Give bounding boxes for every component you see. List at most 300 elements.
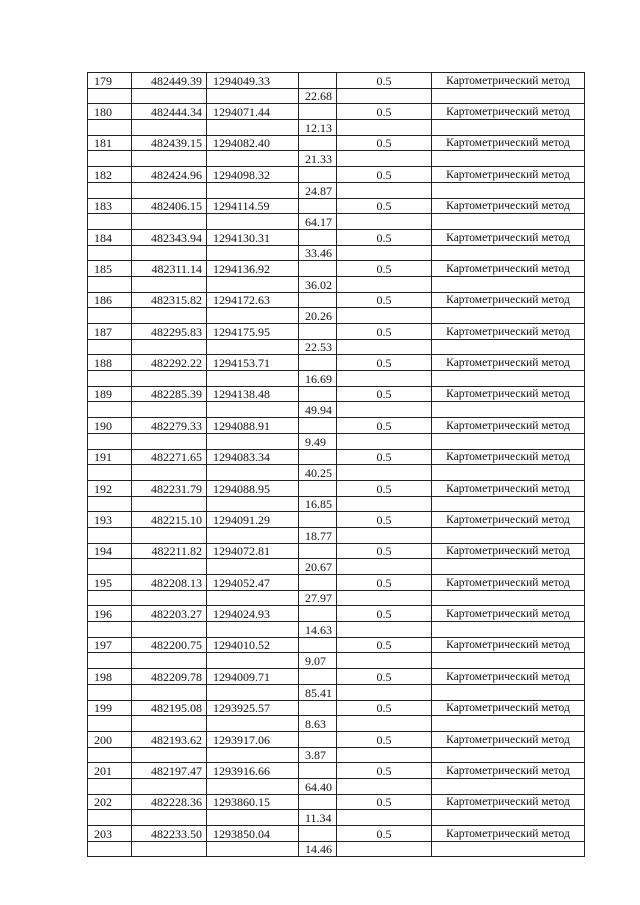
empty-cell	[88, 371, 132, 387]
method-value: Картометрический метод	[432, 135, 585, 151]
point-row	[88, 731, 585, 747]
point-row	[88, 480, 585, 496]
empty-cell	[132, 559, 207, 575]
coordinate-x: 482406.15	[132, 198, 207, 214]
empty-cell	[432, 182, 585, 198]
accuracy-value: 0.5	[337, 135, 432, 151]
empty-cell	[337, 182, 432, 198]
empty-cell	[132, 339, 207, 355]
segment-distance: 3.87	[299, 747, 337, 763]
empty-cell	[207, 684, 299, 700]
distance-row	[88, 778, 585, 794]
point-row	[88, 794, 585, 810]
empty-cell	[132, 496, 207, 512]
empty-cell	[88, 245, 132, 261]
coordinate-y: 1294072.81	[207, 543, 299, 559]
point-row	[88, 167, 585, 183]
coordinate-x: 482203.27	[132, 606, 207, 622]
distance-row	[88, 433, 585, 449]
segment-distance: 9.07	[299, 653, 337, 669]
empty-cell	[207, 339, 299, 355]
distance-cell-empty	[299, 669, 337, 685]
empty-cell	[207, 559, 299, 575]
empty-cell	[432, 402, 585, 418]
point-number: 180	[88, 104, 132, 120]
empty-cell	[132, 371, 207, 387]
method-value: Картометрический метод	[432, 512, 585, 528]
empty-cell	[132, 810, 207, 826]
point-number: 202	[88, 794, 132, 810]
empty-cell	[88, 308, 132, 324]
point-row	[88, 229, 585, 245]
distance-cell-empty	[299, 324, 337, 340]
point-number: 190	[88, 418, 132, 434]
empty-cell	[432, 88, 585, 104]
empty-cell	[432, 276, 585, 292]
segment-distance: 8.63	[299, 716, 337, 732]
empty-cell	[432, 810, 585, 826]
coordinate-x: 482197.47	[132, 763, 207, 779]
empty-cell	[207, 214, 299, 230]
empty-cell	[88, 182, 132, 198]
coordinate-y: 1294010.52	[207, 637, 299, 653]
distance-row	[88, 622, 585, 638]
point-number: 186	[88, 292, 132, 308]
accuracy-value: 0.5	[337, 512, 432, 528]
distance-cell-empty	[299, 418, 337, 434]
method-value: Картометрический метод	[432, 575, 585, 591]
coordinate-y: 1294049.33	[207, 73, 299, 89]
point-row	[88, 449, 585, 465]
coordinate-x: 482228.36	[132, 794, 207, 810]
empty-cell	[337, 496, 432, 512]
empty-cell	[337, 841, 432, 857]
accuracy-value: 0.5	[337, 198, 432, 214]
accuracy-value: 0.5	[337, 763, 432, 779]
empty-cell	[88, 590, 132, 606]
accuracy-value: 0.5	[337, 418, 432, 434]
method-value: Картометрический метод	[432, 261, 585, 277]
empty-cell	[337, 245, 432, 261]
coordinate-y: 1294091.29	[207, 512, 299, 528]
coordinate-y: 1294009.71	[207, 669, 299, 685]
distance-cell-empty	[299, 606, 337, 622]
empty-cell	[88, 622, 132, 638]
coordinate-x: 482233.50	[132, 826, 207, 842]
distance-cell-empty	[299, 575, 337, 591]
segment-distance: 85.41	[299, 684, 337, 700]
coordinate-y: 1294024.93	[207, 606, 299, 622]
point-row	[88, 826, 585, 842]
method-value: Картометрический метод	[432, 700, 585, 716]
empty-cell	[337, 214, 432, 230]
point-number: 196	[88, 606, 132, 622]
point-row	[88, 292, 585, 308]
point-number: 192	[88, 480, 132, 496]
empty-cell	[132, 402, 207, 418]
distance-cell-empty	[299, 763, 337, 779]
method-value: Картометрический метод	[432, 418, 585, 434]
segment-distance: 11.34	[299, 810, 337, 826]
empty-cell	[88, 88, 132, 104]
point-number: 183	[88, 198, 132, 214]
distance-row	[88, 496, 585, 512]
empty-cell	[207, 151, 299, 167]
segment-distance: 18.77	[299, 527, 337, 543]
point-row	[88, 637, 585, 653]
coordinate-x: 482444.34	[132, 104, 207, 120]
empty-cell	[132, 841, 207, 857]
distance-row	[88, 810, 585, 826]
point-row	[88, 73, 585, 89]
segment-distance: 64.17	[299, 214, 337, 230]
coordinate-y: 1293850.04	[207, 826, 299, 842]
method-value: Картометрический метод	[432, 73, 585, 89]
distance-cell-empty	[299, 261, 337, 277]
coordinate-y: 1294052.47	[207, 575, 299, 591]
empty-cell	[432, 778, 585, 794]
distance-cell-empty	[299, 480, 337, 496]
accuracy-value: 0.5	[337, 292, 432, 308]
distance-cell-empty	[299, 512, 337, 528]
method-value: Картометрический метод	[432, 543, 585, 559]
empty-cell	[337, 778, 432, 794]
accuracy-value: 0.5	[337, 700, 432, 716]
segment-distance: 27.97	[299, 590, 337, 606]
empty-cell	[88, 527, 132, 543]
coordinate-y: 1294082.40	[207, 135, 299, 151]
point-number: 201	[88, 763, 132, 779]
segment-distance: 14.63	[299, 622, 337, 638]
empty-cell	[88, 716, 132, 732]
method-value: Картометрический метод	[432, 167, 585, 183]
empty-cell	[432, 653, 585, 669]
distance-row	[88, 120, 585, 136]
coordinate-y: 1293860.15	[207, 794, 299, 810]
point-number: 191	[88, 449, 132, 465]
distance-row	[88, 841, 585, 857]
empty-cell	[88, 653, 132, 669]
segment-distance: 16.69	[299, 371, 337, 387]
method-value: Картометрический метод	[432, 763, 585, 779]
segment-distance: 64.40	[299, 778, 337, 794]
distance-row	[88, 214, 585, 230]
point-row	[88, 261, 585, 277]
coordinate-y: 1294088.95	[207, 480, 299, 496]
method-value: Картометрический метод	[432, 449, 585, 465]
point-number: 179	[88, 73, 132, 89]
point-row	[88, 418, 585, 434]
segment-distance: 49.94	[299, 402, 337, 418]
empty-cell	[337, 402, 432, 418]
accuracy-value: 0.5	[337, 543, 432, 559]
empty-cell	[432, 245, 585, 261]
empty-cell	[207, 308, 299, 324]
empty-cell	[432, 747, 585, 763]
coordinate-x: 482424.96	[132, 167, 207, 183]
empty-cell	[207, 527, 299, 543]
empty-cell	[207, 120, 299, 136]
distance-cell-empty	[299, 104, 337, 120]
distance-row	[88, 559, 585, 575]
accuracy-value: 0.5	[337, 229, 432, 245]
distance-cell-empty	[299, 229, 337, 245]
empty-cell	[207, 402, 299, 418]
accuracy-value: 0.5	[337, 386, 432, 402]
point-number: 195	[88, 575, 132, 591]
coordinate-x: 482195.08	[132, 700, 207, 716]
empty-cell	[432, 371, 585, 387]
accuracy-value: 0.5	[337, 606, 432, 622]
point-row	[88, 700, 585, 716]
coordinate-x: 482285.39	[132, 386, 207, 402]
empty-cell	[132, 465, 207, 481]
empty-cell	[207, 276, 299, 292]
point-row	[88, 512, 585, 528]
segment-distance: 9.49	[299, 433, 337, 449]
empty-cell	[432, 590, 585, 606]
empty-cell	[432, 559, 585, 575]
point-number: 199	[88, 700, 132, 716]
method-value: Картометрический метод	[432, 606, 585, 622]
segment-distance: 20.26	[299, 308, 337, 324]
empty-cell	[132, 88, 207, 104]
distance-cell-empty	[299, 355, 337, 371]
empty-cell	[337, 653, 432, 669]
empty-cell	[432, 214, 585, 230]
empty-cell	[132, 590, 207, 606]
distance-row	[88, 747, 585, 763]
empty-cell	[337, 339, 432, 355]
point-row	[88, 355, 585, 371]
distance-cell-empty	[299, 637, 337, 653]
empty-cell	[132, 622, 207, 638]
empty-cell	[88, 778, 132, 794]
coordinate-x: 482315.82	[132, 292, 207, 308]
point-number: 189	[88, 386, 132, 402]
empty-cell	[207, 88, 299, 104]
segment-distance: 21.33	[299, 151, 337, 167]
empty-cell	[88, 684, 132, 700]
coordinate-y: 1294098.32	[207, 167, 299, 183]
coordinate-x: 482292.22	[132, 355, 207, 371]
point-row	[88, 104, 585, 120]
method-value: Картометрический метод	[432, 229, 585, 245]
segment-distance: 22.68	[299, 88, 337, 104]
accuracy-value: 0.5	[337, 167, 432, 183]
coordinate-y: 1294071.44	[207, 104, 299, 120]
distance-cell-empty	[299, 386, 337, 402]
coordinate-x: 482271.65	[132, 449, 207, 465]
distance-cell-empty	[299, 794, 337, 810]
empty-cell	[88, 559, 132, 575]
empty-cell	[132, 308, 207, 324]
coordinate-y: 1294153.71	[207, 355, 299, 371]
empty-cell	[432, 120, 585, 136]
method-value: Картометрический метод	[432, 669, 585, 685]
coordinates-table	[87, 72, 585, 857]
point-number: 200	[88, 731, 132, 747]
segment-distance: 36.02	[299, 276, 337, 292]
point-number: 198	[88, 669, 132, 685]
distance-cell-empty	[299, 73, 337, 89]
distance-row	[88, 339, 585, 355]
coordinate-x: 482211.82	[132, 543, 207, 559]
empty-cell	[88, 339, 132, 355]
empty-cell	[207, 716, 299, 732]
empty-cell	[132, 778, 207, 794]
method-value: Картометрический метод	[432, 198, 585, 214]
empty-cell	[132, 653, 207, 669]
segment-distance: 22.53	[299, 339, 337, 355]
empty-cell	[337, 684, 432, 700]
coordinate-y: 1294138.48	[207, 386, 299, 402]
coordinate-y: 1293916.66	[207, 763, 299, 779]
coordinate-y: 1294114.59	[207, 198, 299, 214]
empty-cell	[432, 151, 585, 167]
segment-distance: 12.13	[299, 120, 337, 136]
distance-cell-empty	[299, 167, 337, 183]
empty-cell	[132, 151, 207, 167]
empty-cell	[432, 465, 585, 481]
distance-row	[88, 402, 585, 418]
empty-cell	[88, 276, 132, 292]
method-value: Картометрический метод	[432, 480, 585, 496]
empty-cell	[432, 684, 585, 700]
segment-distance: 40.25	[299, 465, 337, 481]
empty-cell	[432, 308, 585, 324]
point-row	[88, 386, 585, 402]
empty-cell	[132, 747, 207, 763]
point-number: 182	[88, 167, 132, 183]
empty-cell	[337, 371, 432, 387]
empty-cell	[432, 496, 585, 512]
point-row	[88, 135, 585, 151]
method-value: Картометрический метод	[432, 355, 585, 371]
distance-row	[88, 653, 585, 669]
empty-cell	[432, 527, 585, 543]
empty-cell	[132, 214, 207, 230]
accuracy-value: 0.5	[337, 637, 432, 653]
empty-cell	[88, 841, 132, 857]
empty-cell	[207, 182, 299, 198]
distance-row	[88, 716, 585, 732]
point-row	[88, 606, 585, 622]
point-row	[88, 575, 585, 591]
empty-cell	[132, 433, 207, 449]
empty-cell	[132, 527, 207, 543]
coordinate-y: 1294130.31	[207, 229, 299, 245]
method-value: Картометрический метод	[432, 386, 585, 402]
accuracy-value: 0.5	[337, 324, 432, 340]
empty-cell	[337, 308, 432, 324]
empty-cell	[337, 622, 432, 638]
empty-cell	[337, 120, 432, 136]
distance-row	[88, 182, 585, 198]
empty-cell	[207, 778, 299, 794]
distance-row	[88, 371, 585, 387]
method-value: Картометрический метод	[432, 292, 585, 308]
empty-cell	[337, 276, 432, 292]
empty-cell	[132, 684, 207, 700]
distance-cell-empty	[299, 543, 337, 559]
empty-cell	[132, 120, 207, 136]
accuracy-value: 0.5	[337, 575, 432, 591]
coordinate-x: 482208.13	[132, 575, 207, 591]
empty-cell	[337, 433, 432, 449]
empty-cell	[207, 245, 299, 261]
distance-row	[88, 245, 585, 261]
empty-cell	[337, 716, 432, 732]
point-number: 187	[88, 324, 132, 340]
empty-cell	[337, 590, 432, 606]
empty-cell	[207, 465, 299, 481]
empty-cell	[207, 496, 299, 512]
accuracy-value: 0.5	[337, 669, 432, 685]
empty-cell	[337, 747, 432, 763]
empty-cell	[207, 810, 299, 826]
method-value: Картометрический метод	[432, 731, 585, 747]
distance-cell-empty	[299, 826, 337, 842]
empty-cell	[337, 527, 432, 543]
segment-distance: 33.46	[299, 245, 337, 261]
coordinate-y: 1294136.92	[207, 261, 299, 277]
point-number: 185	[88, 261, 132, 277]
distance-row	[88, 151, 585, 167]
point-row	[88, 198, 585, 214]
accuracy-value: 0.5	[337, 73, 432, 89]
method-value: Картометрический метод	[432, 794, 585, 810]
accuracy-value: 0.5	[337, 104, 432, 120]
distance-cell-empty	[299, 292, 337, 308]
empty-cell	[88, 433, 132, 449]
empty-cell	[207, 653, 299, 669]
coordinate-x: 482295.83	[132, 324, 207, 340]
segment-distance: 16.85	[299, 496, 337, 512]
coordinate-y: 1294175.95	[207, 324, 299, 340]
empty-cell	[88, 496, 132, 512]
distance-cell-empty	[299, 700, 337, 716]
distance-cell-empty	[299, 198, 337, 214]
coordinate-x: 482343.94	[132, 229, 207, 245]
empty-cell	[432, 433, 585, 449]
distance-row	[88, 527, 585, 543]
coordinate-x: 482209.78	[132, 669, 207, 685]
coordinate-x: 482193.62	[132, 731, 207, 747]
point-number: 194	[88, 543, 132, 559]
accuracy-value: 0.5	[337, 794, 432, 810]
point-number: 197	[88, 637, 132, 653]
empty-cell	[432, 622, 585, 638]
coordinate-y: 1293917.06	[207, 731, 299, 747]
point-number: 193	[88, 512, 132, 528]
empty-cell	[207, 433, 299, 449]
accuracy-value: 0.5	[337, 261, 432, 277]
accuracy-value: 0.5	[337, 355, 432, 371]
segment-distance: 14.46	[299, 841, 337, 857]
empty-cell	[88, 214, 132, 230]
empty-cell	[88, 151, 132, 167]
distance-cell-empty	[299, 135, 337, 151]
distance-row	[88, 590, 585, 606]
empty-cell	[337, 88, 432, 104]
distance-row	[88, 465, 585, 481]
empty-cell	[207, 747, 299, 763]
empty-cell	[88, 465, 132, 481]
coordinate-y: 1293925.57	[207, 700, 299, 716]
coordinate-x: 482279.33	[132, 418, 207, 434]
empty-cell	[337, 465, 432, 481]
